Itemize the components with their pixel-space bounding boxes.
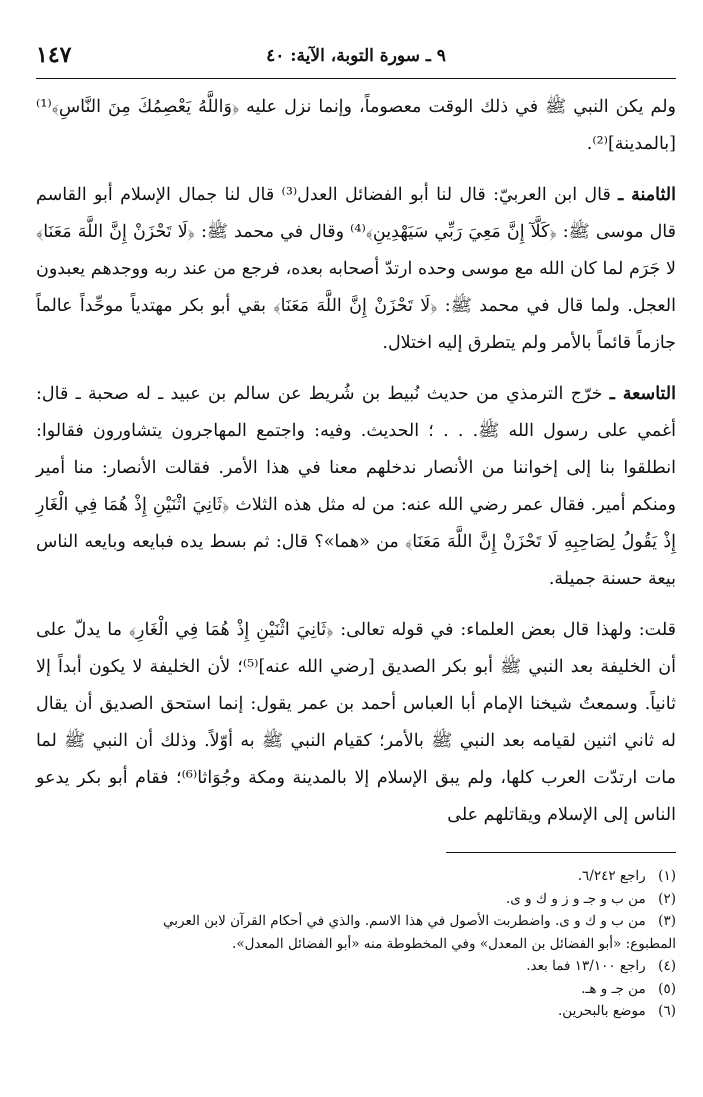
paragraph-lead: التاسعة ـ <box>609 384 677 404</box>
footnote-number: (٦) <box>658 1003 676 1019</box>
paragraph-text: قلت: ولهذا قال بعض العلماء: في قوله تعالى: ﴿ثَانِيَ اثْنَيْنِ إِذْ هُمَا فِي الْغَارِ﴾ ما يدلّ على أن الخليفة بعد النبي ﷺ أبو بكر الصديق [رضي الله عنه]⁽⁵⁾؛ لأن الخليفة لا يكون أبداً إلا ثانياً. وسمعتُ شيخنا الإمام أبا العباس أحمد بن عمر يقول: إنما استحق الصديق أن يقال له ثاني اثنين لقيامه بعد النبي ﷺ بالأمر؛ كقيام النبي ﷺ به أوّلاً. وذلك أن النبي ﷺ لما مات ارتدّت العرب كلها، ولم يبق الإسلام إلا بالمدينة ومكة وجُوَاثا⁽⁶⁾؛ فقام أبو بكر يدعو الناس إلى الإسلام ويقاتلهم على <box>36 620 676 825</box>
footnote-number: (١) <box>658 868 676 884</box>
footnote-number: (٤) <box>658 958 676 974</box>
footnote <box>36 955 676 978</box>
footnote-text: من ب و جـ و ز و ك و ى. <box>505 890 646 907</box>
page <box>36 40 676 1023</box>
paragraph <box>36 89 676 163</box>
body-text <box>36 89 676 834</box>
footnote-number: (٢) <box>658 890 676 907</box>
footnote <box>36 865 676 888</box>
paragraph-text: ولم يكن النبي ﷺ في ذلك الوقت معصوماً، وإنما نزل عليه ﴿وَاللَّهُ يَعْصِمُكَ مِنَ النَّاسِ﴾⁽¹⁾ [بالمدينة]⁽²⁾. <box>36 97 676 154</box>
footnote-text: راجع ١٣/١٠٠ فما بعد. <box>526 958 646 974</box>
page-header <box>36 40 676 79</box>
footnote <box>36 1000 676 1023</box>
footnote <box>36 888 676 911</box>
paragraph-lead: الثامنة ـ <box>618 185 676 205</box>
paragraph <box>36 376 676 598</box>
footnote-divider <box>446 852 676 853</box>
footnote <box>36 910 676 933</box>
footnote-text: راجع ٦/٢٤٢. <box>577 868 646 884</box>
footnote-text: من ب و ك و ى. واضطربت الأصول في هذا الاسم. والذي في أحكام القرآن لابن العربي <box>162 913 646 929</box>
footnotes <box>36 865 676 1023</box>
footnote-text: من جـ و هـ. <box>581 980 646 997</box>
paragraph-text: خرّج الترمذي من حديث نُبيط بن شُريط عن سالم بن عبيد ـ له صحبة ـ قال: أغمي على رسول الله ﷺ. . . ؛ الحديث. وفيه: واجتمع المهاجرون يتشاورون فقالوا: انطلقوا بنا إلى إخواننا من الأنصار ندخلهم معنا في هذا الأمر. فقالت الأنصار: منا أمير ومنكم أمير. فقال عمر رضي الله عنه: من له مثل هذه الثلاث ﴿ثَانِيَ اثْنَيْنِ إِذْ هُمَا فِي الْغَارِ إِذْ يَقُولُ لِصَاحِبِهِ لَا تَحْزَنْ إِنَّ اللَّهَ مَعَنَا﴾ من «هما»؟ قال: ثم بسط يده فبايعه وبايعه الناس بيعة حسنة جميلة. <box>36 384 676 589</box>
running-title: ٩ ـ سورة التوبة، الآية: ٤٠ <box>266 46 446 66</box>
paragraph-text: قال ابن العربيّ: قال لنا أبو الفضائل العدل⁽³⁾ قال لنا جمال الإسلام أبو القاسم قال موسى ﷺ: ﴿كَلَّآ إِنَّ مَعِيَ رَبِّي سَيَهْدِينِ﴾⁽⁴⁾ وقال في محمد ﷺ: ﴿لَا تَحْزَنْ إِنَّ اللَّهَ مَعَنَا﴾ لا جَرَم لما كان الله مع موسى وحده ارتدّ أصحابه بعده، فرجع من عند ربه ووجدهم يعبدون العجل. ولما قال في محمد ﷺ: ﴿لَا تَحْزَنْ إِنَّ اللَّهَ مَعَنَا﴾ بقي أبو بكر مهتدياً موحِّداً عالماً جازماً قائماً بالأمر ولم يتطرق إليه اختلال. <box>36 185 676 353</box>
footnote-number: (٥) <box>658 980 676 997</box>
paragraph <box>36 177 676 362</box>
paragraph <box>36 612 676 834</box>
footnote-continuation: المطبوع: «أبو الفضائل بن المعدل» وفي المخطوطة منه «أبو الفضائل المعدل». <box>232 935 676 952</box>
footnote-text: موضع بالبحرين. <box>558 1003 646 1019</box>
footnote-number: (٣) <box>658 913 676 929</box>
footnote <box>36 978 676 1001</box>
page-number: ١٤٧ <box>36 42 72 68</box>
